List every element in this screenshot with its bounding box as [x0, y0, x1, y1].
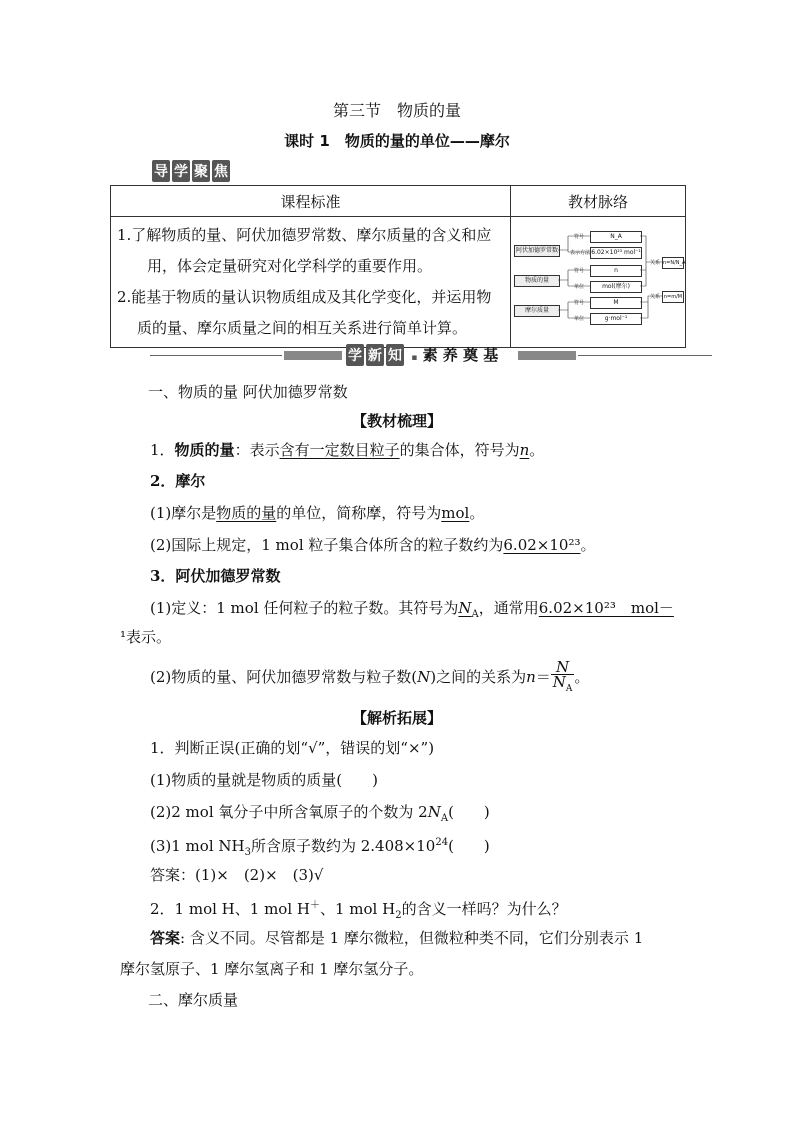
diagram-label: 符号 — [574, 300, 585, 306]
numerator: N — [551, 660, 575, 675]
standard-2-line-a: 2.能基于物质的量认识物质组成及其化学变化，并运用物 — [117, 288, 492, 306]
question-2 — [150, 896, 567, 926]
diagram-label: 单位 — [574, 284, 585, 290]
section-title: 第三节 物质的量 — [332, 101, 461, 120]
text: ( ) — [448, 837, 490, 855]
denominator — [551, 675, 575, 696]
banner-char: 学 — [346, 344, 364, 366]
blank-answer: 含有一定数目粒子 — [279, 441, 400, 459]
text: N — [552, 673, 566, 691]
diagram-label: 单位 — [574, 316, 585, 322]
text: : 含义不同。尽管都是 1 摩尔微粒，但微粒种类不同，它们分别表示 1 — [180, 929, 644, 947]
text: ，通常用 — [478, 599, 539, 617]
banner-bar-left — [284, 351, 342, 360]
text: 。 — [469, 504, 485, 522]
badge-char: 聚 — [192, 160, 210, 182]
text: (1)定义：1 mol 任何粒子的粒子数。其符号为 — [150, 599, 459, 617]
text: N — [417, 668, 431, 686]
text: 。 — [580, 536, 596, 554]
item-2: 2．摩尔 — [150, 472, 206, 490]
subscript: A — [440, 813, 449, 824]
text: ＝ — [535, 668, 551, 686]
banner-char: 新 — [366, 344, 384, 366]
heading-1: 一、物质的量 阿伏加德罗常数 — [148, 383, 348, 401]
answer-2-line-2: 摩尔氢原子、1 摩尔氢离子和 1 摩尔氢分子。 — [120, 960, 424, 978]
diagram-label: 符号 — [574, 234, 585, 240]
standard-2-line-b: 质的量、摩尔质量之间的相互关系进行简单计算。 — [137, 319, 468, 337]
diagram-connectors — [512, 221, 684, 343]
subscript: A — [471, 609, 479, 620]
fraction — [551, 660, 575, 696]
item-2-2 — [150, 535, 596, 555]
text: (2)物质的量、阿伏加德罗常数与粒子数( — [150, 668, 418, 686]
diagram-value: mol(摩尔) — [590, 281, 642, 293]
text: (3)1 mol NH — [150, 837, 245, 855]
blank-answer: mol — [441, 504, 470, 522]
question-1: 1．判断正误(正确的划“√”，错误的划“×”) — [150, 739, 435, 757]
standard-1-line-b: 用，体会定量研究对化学科学的重要作用。 — [147, 257, 433, 275]
item-3: 3．阿伏加德罗常数 — [150, 567, 281, 585]
diagram-value: M — [590, 297, 642, 309]
banner-title: 素 养 奠 基 — [422, 346, 499, 364]
banner-bar-right — [518, 351, 576, 360]
text: N — [427, 803, 441, 821]
banner-rule-left — [150, 355, 282, 356]
lesson-title: 课时 1 物质的量的单位——摩尔 — [284, 132, 510, 150]
text: 。 — [529, 441, 545, 459]
diagram-node: 摩尔质量 — [514, 305, 560, 317]
question-1a: (1)物质的量就是物质的质量( ) — [150, 771, 378, 789]
text: ( ) — [448, 803, 490, 821]
blank-answer: n — [519, 441, 530, 459]
subscript: 2 — [395, 910, 402, 921]
item-2-1 — [150, 503, 484, 523]
text: (2)国际上规定，1 mol 粒子集合体所含的粒子数约为 — [150, 536, 504, 554]
diagram-relation: 关系 — [650, 294, 661, 300]
banner-rule-right — [578, 355, 712, 356]
col-header-outline: 教材脉络 — [511, 186, 686, 217]
guide-badge — [152, 160, 232, 182]
concept-diagram — [512, 221, 684, 343]
badge-char: 焦 — [212, 160, 230, 182]
text: ：表示 — [234, 441, 280, 459]
subheading-analysis: 【解析拓展】 — [351, 709, 442, 727]
item-3-1-cont: ¹表示。 — [120, 628, 172, 646]
blank-answer: 物质的量 — [216, 504, 277, 522]
text: 的集合体，符号为 — [399, 441, 520, 459]
diagram-formula: n=N/N_A — [662, 257, 684, 269]
text: 2．1 mol H、1 mol H — [150, 900, 310, 918]
text: 的单位，简称摩，符号为 — [276, 504, 442, 522]
diagram-formula: n=m/M — [662, 291, 684, 303]
diagram-relation: 关系 — [650, 260, 661, 266]
text: (1)摩尔是 — [150, 504, 217, 522]
text: 答案 — [150, 929, 181, 947]
outline-cell — [511, 217, 686, 348]
text: (2)2 mol 氧分子中所含氧原子的个数为 2 — [150, 803, 428, 821]
superscript: 24 — [435, 837, 449, 848]
blank-answer: 6.02×10²³ — [503, 536, 581, 554]
item-1 — [150, 440, 544, 460]
banner-char: 知 — [386, 344, 404, 366]
blank-answer — [458, 599, 479, 620]
heading-2: 二、摩尔质量 — [148, 991, 239, 1009]
text: 、1 mol H — [319, 900, 396, 918]
text: 所含原子数约为 2.408×10 — [250, 837, 436, 855]
text: 。 — [574, 668, 590, 686]
text: )之间的关系为 — [430, 668, 527, 686]
standard-1-line-a: 1.了解物质的量、阿伏加德罗常数、摩尔质量的含义和应 — [117, 226, 492, 244]
text: 物质的量 — [174, 441, 235, 459]
text: 的含义一样吗？为什么？ — [401, 900, 567, 918]
superscript: ＋ — [309, 900, 320, 911]
text: n — [526, 668, 536, 686]
question-1b — [150, 802, 490, 829]
subscript: A — [565, 684, 573, 694]
diagram-value: 6.02×10²³ mol⁻¹ — [590, 247, 642, 259]
diagram-value: g·mol⁻¹ — [590, 313, 642, 325]
answer-1: 答案：(1)× (2)× (3)√ — [150, 866, 324, 884]
subheading-textbook: 【教材梳理】 — [351, 412, 442, 430]
text: N — [458, 599, 472, 617]
col-header-standard: 课程标准 — [111, 186, 511, 217]
item-3-1 — [150, 598, 674, 625]
badge-char: 导 — [152, 160, 170, 182]
diagram-node: 物质的量 — [514, 275, 560, 287]
standard-cell — [111, 217, 511, 348]
question-1c — [150, 833, 490, 863]
diagram-label: 表示方法 — [570, 250, 591, 256]
diagram-label: 符号 — [574, 268, 585, 274]
text: 1． — [150, 441, 175, 459]
section-banner — [346, 344, 498, 366]
answer-2-line-1 — [150, 928, 643, 948]
blank-answer: 6.02×10²³ mol－ — [538, 599, 674, 617]
diagram-node: 阿伏加德罗常数 — [514, 245, 560, 257]
subscript: 3 — [244, 847, 251, 858]
item-3-2 — [150, 660, 589, 696]
banner-dot: ▪ — [411, 353, 418, 363]
diagram-value: n — [590, 265, 642, 277]
badge-char: 学 — [172, 160, 190, 182]
diagram-value: N_A — [590, 231, 642, 243]
course-standard-table — [110, 185, 686, 348]
